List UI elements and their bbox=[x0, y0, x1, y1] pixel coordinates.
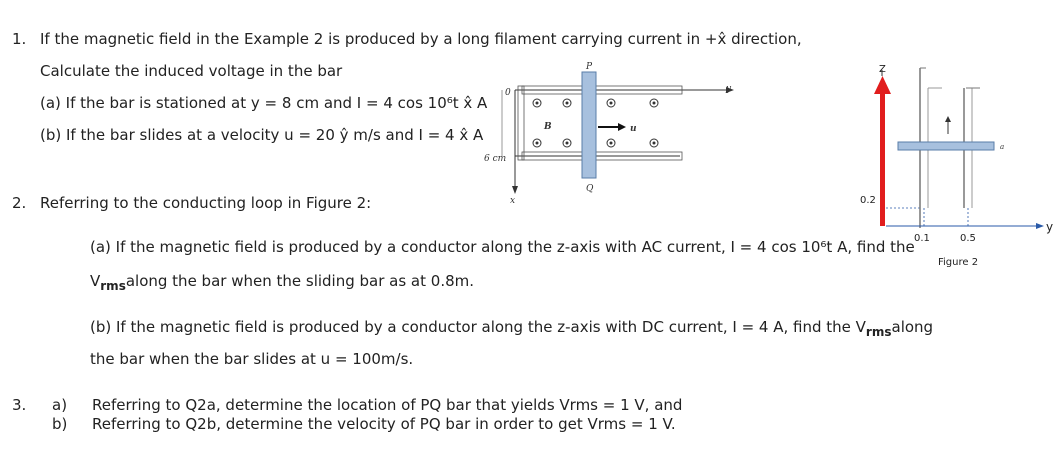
q2-text: Referring to the conducting loop in Figure 2: bbox=[40, 194, 372, 212]
q1-number: 1. bbox=[12, 30, 27, 48]
q1-line2: Calculate the induced voltage in the bar bbox=[40, 62, 343, 80]
q2-part-a-line2 bbox=[90, 272, 474, 295]
fig1-label-b: B bbox=[544, 122, 552, 132]
fig2-label-y: y bbox=[1046, 220, 1054, 234]
fig1-label-y: y bbox=[726, 84, 732, 94]
q1-part-b: (b) If the bar slides at a velocity u = 20 ŷ m/s and I = 4 x̂ A bbox=[40, 126, 484, 144]
q2-part-a-line1: (a) If the magnetic field is produced by a conductor along the z-axis with AC current, I = 4 cos 10⁶t A, find the bbox=[90, 238, 915, 256]
fig2-caption: Figure 2 bbox=[938, 257, 979, 268]
figure-1-diagram bbox=[480, 60, 700, 200]
fig1-label-6cm: 6 cm bbox=[484, 154, 507, 164]
q2-part-b-line1-text: (b) If the magnetic field is produced by a conductor along the z-axis with DC current, I = 4 A, find the bbox=[90, 318, 851, 336]
q3-b-text: Referring to Q2b, determine the velocity of PQ bar in order to get Vrms = 1 V. bbox=[92, 415, 676, 433]
q2-part-b-line1 bbox=[90, 318, 933, 341]
q3-a-marker: a) bbox=[52, 396, 68, 414]
fig2-label-z: Z bbox=[879, 64, 886, 75]
fig1-label-u: u bbox=[630, 124, 637, 134]
q2b-vrms-sub: rms bbox=[865, 325, 892, 339]
z-axis-red-arrow bbox=[880, 90, 885, 226]
sliding-bar-fig2 bbox=[898, 142, 994, 150]
fig2-label-05: 0.5 bbox=[960, 233, 976, 244]
fig1-label-x: x bbox=[510, 196, 516, 206]
q1-line1: If the magnetic field in the Example 2 is produced by a long filament carrying current in +x̂ direction, bbox=[40, 30, 802, 48]
q3-a-text: Referring to Q2a, determine the location of PQ bar that yields Vrms = 1 V, and bbox=[92, 396, 683, 414]
q2-vrms-sub: rms bbox=[100, 279, 126, 293]
q2b-vrms-v: V bbox=[855, 318, 866, 336]
q3-b-marker: b) bbox=[52, 415, 68, 433]
fig2-label-01: 0.1 bbox=[914, 233, 930, 244]
fig2-label-a: a bbox=[1000, 143, 1005, 151]
fig1-label-p: P bbox=[586, 62, 593, 72]
q2-part-b-line2: the bar when the bar slides at u = 100m/s. bbox=[90, 350, 414, 368]
fig1-label-0: 0 bbox=[505, 88, 511, 98]
q3-number: 3. bbox=[12, 396, 27, 414]
q2-part-b-line1-end: along bbox=[891, 318, 934, 336]
q1-part-a: (a) If the bar is stationed at y = 8 cm and I = 4 cos 10⁶t x̂ A bbox=[40, 94, 488, 112]
q2-number: 2. bbox=[12, 194, 27, 212]
fig1-label-q: Q bbox=[586, 184, 594, 194]
sliding-bar-pq bbox=[582, 72, 596, 178]
q2-vrms-v: V bbox=[90, 272, 101, 290]
figure-1 bbox=[480, 60, 732, 206]
q2-part-a-line2-text: along the bar when the sliding bar as at 0.8m. bbox=[125, 272, 475, 290]
fig2-label-02: 0.2 bbox=[860, 195, 876, 206]
